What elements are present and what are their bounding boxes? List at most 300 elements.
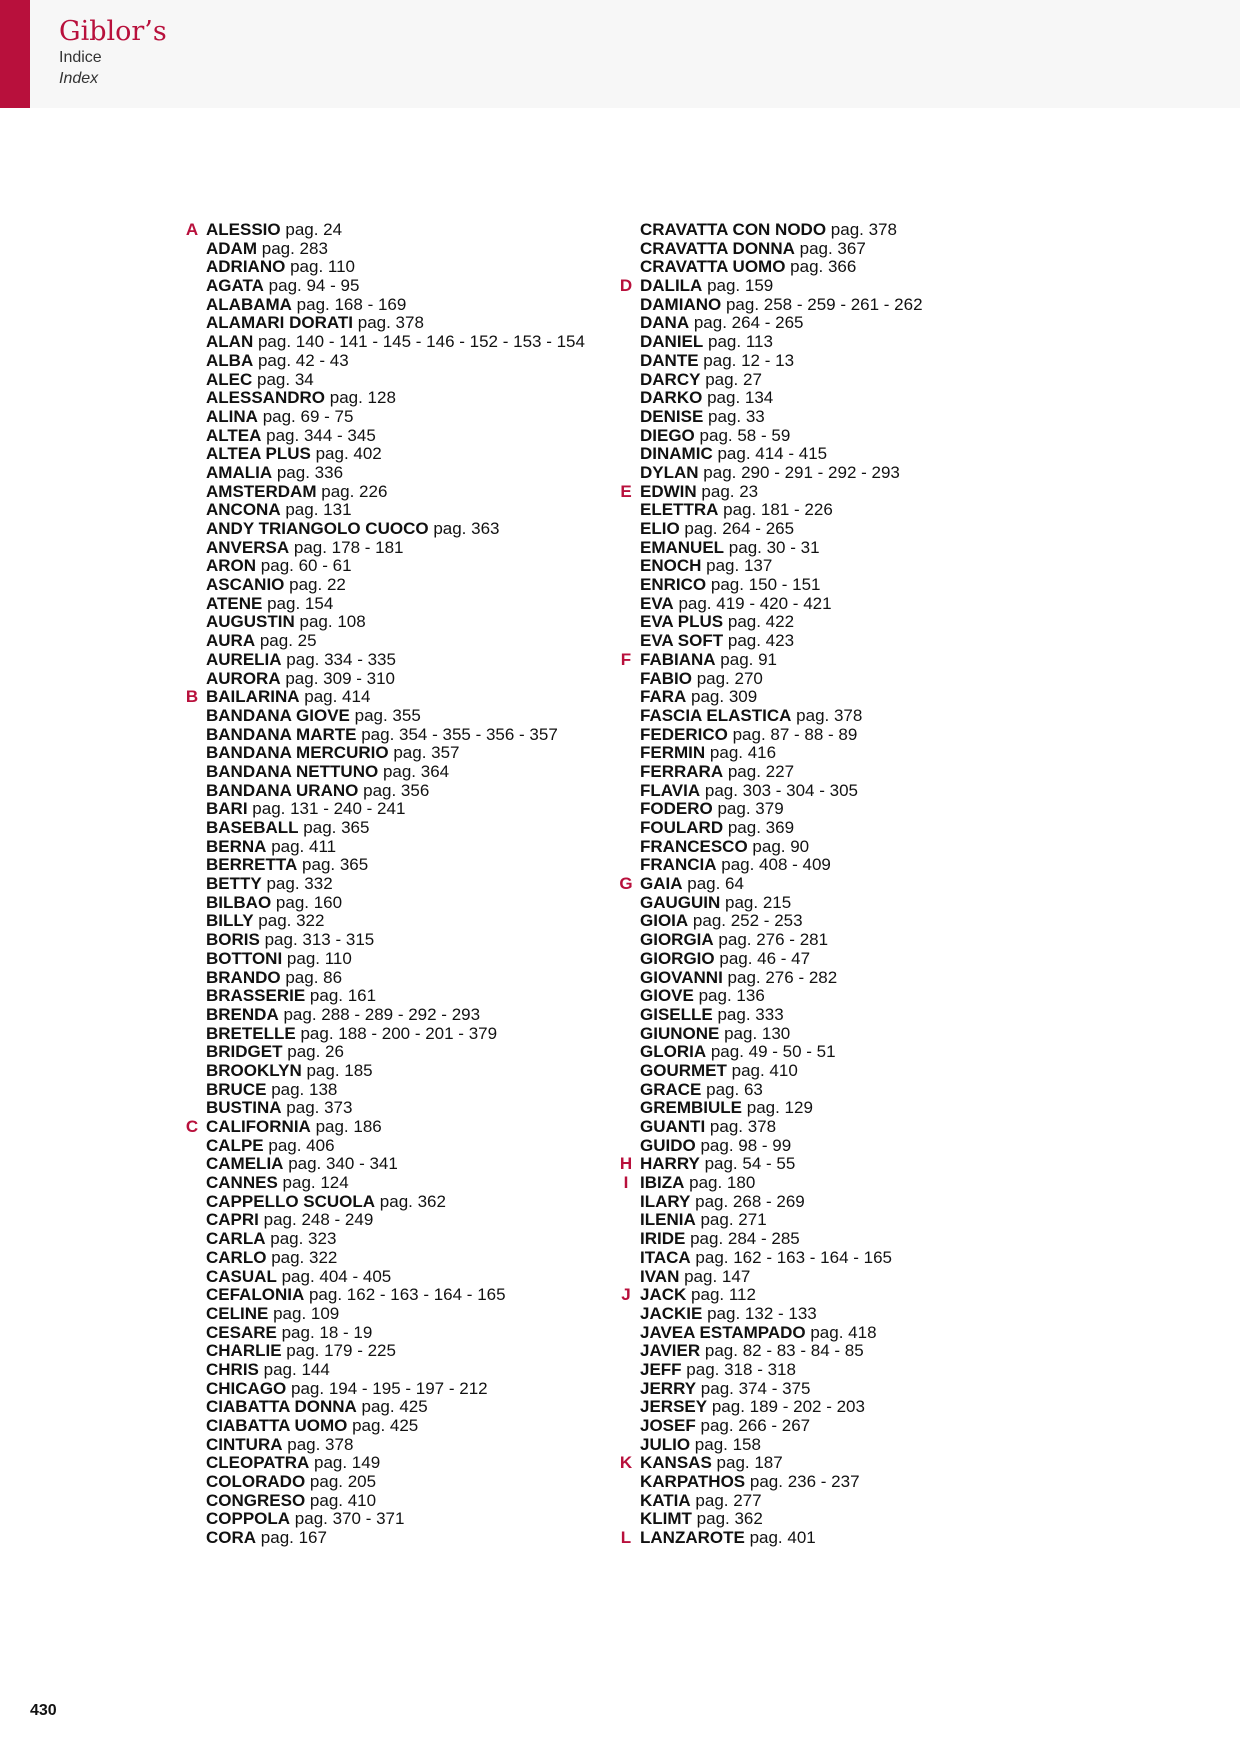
index-entry [640, 1211, 1080, 1230]
entry-name: ILENIA [640, 1210, 696, 1230]
entry-name: ALAN [206, 332, 254, 352]
entry-name: EMANUEL [640, 537, 725, 557]
entry-name: GOURMET [640, 1060, 727, 1080]
index-column-left [185, 220, 646, 1548]
entry-pages: pag. 69 - 75 [262, 406, 354, 426]
index-entry [206, 1249, 646, 1268]
index-entry [206, 539, 646, 558]
entry-pages: pag. 34 [257, 369, 314, 389]
entry-name: CASUAL [206, 1266, 277, 1286]
index-entry [640, 1510, 1080, 1529]
entry-name: AMSTERDAM [206, 481, 317, 501]
entry-pages: pag. 162 - 163 - 164 - 165 [695, 1247, 893, 1267]
index-entry [206, 819, 646, 838]
index-entry [640, 1118, 1080, 1137]
entry-name: DARKO [640, 388, 703, 408]
entry-name: CARLO [206, 1247, 267, 1267]
entry-name: BANDANA URANO [206, 780, 359, 800]
entry-name: ALABAMA [206, 294, 292, 314]
entry-name: KARPATHOS [640, 1472, 746, 1492]
entry-name: CHARLIE [206, 1341, 282, 1361]
index-letter: G [619, 874, 633, 894]
entry-pages: pag. 322 [258, 911, 325, 931]
entry-name: BRANDO [206, 967, 281, 987]
entry-pages: pag. 178 - 181 [293, 537, 404, 557]
index-entry [623, 1173, 1080, 1193]
index-entry [206, 314, 646, 333]
entry-name: AUGUSTIN [206, 612, 295, 632]
entry-name: GREMBIULE [640, 1098, 742, 1118]
entry-pages: pag. 410 [731, 1060, 798, 1080]
entry-pages: pag. 366 [790, 257, 857, 277]
entry-pages: pag. 162 - 163 - 164 - 165 [308, 1285, 506, 1305]
entry-pages: pag. 416 [709, 743, 777, 763]
entry-name: BANDANA MERCURIO [206, 743, 389, 763]
entry-name: ANCONA [206, 500, 281, 520]
index-entry [620, 1528, 1080, 1548]
index-entry [640, 1025, 1080, 1044]
index-entry [206, 670, 646, 689]
entry-name: ILARY [640, 1191, 691, 1211]
entry-pages: pag. 136 [698, 986, 765, 1006]
index-entry [206, 800, 646, 819]
entry-name: CRAVATTA UOMO [640, 257, 786, 277]
entry-name: DANA [640, 313, 690, 333]
entry-name: DINAMIC [640, 444, 713, 464]
entry-name: CARLA [206, 1229, 266, 1249]
index-entry [640, 352, 1080, 371]
index-entry [640, 1398, 1080, 1417]
entry-pages: pag. 87 - 88 - 89 [732, 724, 858, 744]
index-entry [206, 445, 646, 464]
entry-name: DANTE [640, 350, 699, 370]
entry-pages: pag. 369 [727, 818, 795, 837]
entry-name: CANNES [206, 1173, 278, 1193]
entry-pages: pag. 150 - 151 [710, 575, 821, 595]
entry-name: FODERO [640, 799, 713, 819]
entry-name: ALESSANDRO [206, 388, 326, 408]
index-entry [206, 969, 646, 988]
entry-name: JERSEY [640, 1397, 708, 1417]
entry-name: ASCANIO [206, 575, 285, 595]
entry-name: CALPE [206, 1135, 264, 1155]
entry-name: BRENDA [206, 1004, 279, 1024]
index-entry [206, 1436, 646, 1455]
entry-name: GISELLE [640, 1004, 713, 1024]
page-number: 430 [30, 1702, 57, 1719]
entry-pages: pag. 264 - 265 [684, 519, 795, 538]
index-entry [640, 595, 1080, 614]
index-entry [206, 389, 646, 408]
index-entry [640, 1062, 1080, 1081]
entry-pages: pag. 129 [746, 1098, 813, 1118]
entry-name: CLEOPATRA [206, 1453, 310, 1473]
index-entry [206, 1230, 646, 1249]
index-entry [206, 520, 646, 539]
index-entry [185, 687, 646, 707]
entry-name: GIOVANNI [640, 967, 723, 987]
entry-pages: pag. 340 - 341 [288, 1154, 398, 1174]
entry-name: CIABATTA UOMO [206, 1416, 348, 1435]
entry-name: JULIO [640, 1434, 691, 1454]
entry-name: DARCY [640, 369, 701, 389]
index-entry [206, 1006, 646, 1025]
entry-name: BAILARINA [206, 687, 300, 707]
entry-pages: pag. 355 [354, 705, 421, 725]
entry-pages: pag. 379 [717, 799, 784, 819]
index-entry [206, 1193, 646, 1212]
entry-pages: pag. 160 [275, 892, 343, 912]
index-entry [206, 1473, 646, 1492]
accent-bar [0, 0, 30, 108]
index-letter: F [620, 649, 632, 669]
index-entry [206, 1043, 646, 1062]
entry-name: CONGRESO [206, 1490, 306, 1510]
entry-name: ATENE [206, 593, 263, 613]
entry-pages: pag. 270 [696, 668, 763, 688]
index-entry [206, 258, 646, 277]
entry-name: AURA [206, 631, 256, 651]
entry-name: ARON [206, 556, 257, 576]
index-entry [185, 1117, 646, 1137]
entry-pages: pag. 410 [309, 1490, 377, 1510]
entry-pages: pag. 108 [299, 612, 366, 632]
index-entry [640, 389, 1080, 408]
entry-pages: pag. 268 - 269 [695, 1191, 805, 1211]
index-entry [206, 1492, 646, 1511]
entry-pages: pag. 290 - 291 - 292 - 293 [703, 462, 900, 482]
index-entry [206, 1454, 646, 1473]
entry-pages: pag. 23 [701, 481, 759, 501]
index-entry [640, 670, 1080, 689]
entry-name: AMALIA [206, 462, 273, 482]
entry-name: HARRY [640, 1154, 700, 1174]
entry-name: CHICAGO [206, 1378, 287, 1398]
entry-pages: pag. 423 [727, 631, 795, 651]
entry-pages: pag. 168 - 169 [296, 294, 407, 314]
entry-pages: pag. 86 [285, 967, 343, 987]
entry-name: ANVERSA [206, 537, 290, 557]
index-entry [640, 1305, 1080, 1324]
entry-pages: pag. 419 - 420 - 421 [678, 593, 832, 613]
index-entry [640, 950, 1080, 969]
index-entry [640, 333, 1080, 352]
index-letter: B [185, 687, 199, 707]
index-entry [620, 649, 1080, 670]
entry-name: BROOKLYN [206, 1060, 302, 1080]
entry-pages: pag. 22 [289, 575, 346, 595]
index-entry [206, 744, 646, 763]
entry-name: KLIMT [640, 1509, 692, 1529]
entry-pages: pag. 54 - 55 [704, 1154, 796, 1174]
index-entry [206, 371, 646, 390]
entry-pages: pag. 25 [259, 631, 317, 651]
entry-pages: pag. 276 - 282 [727, 967, 838, 987]
entry-name: JOSEF [640, 1416, 696, 1435]
index-entry [206, 1099, 646, 1118]
index-entry [206, 632, 646, 651]
entry-pages: pag. 425 [352, 1416, 419, 1435]
entry-name: BANDANA GIOVE [206, 705, 350, 725]
entry-pages: pag. 42 - 43 [257, 350, 349, 370]
entry-pages: pag. 362 [379, 1191, 446, 1211]
entry-name: AURELIA [206, 649, 282, 669]
entry-name: DALILA [640, 276, 703, 296]
index-entry [640, 1473, 1080, 1492]
entry-pages: pag. 60 - 61 [260, 556, 352, 576]
index-entry [206, 1529, 646, 1548]
index-entry [206, 483, 646, 502]
entry-pages: pag. 110 [286, 948, 352, 968]
entry-name: FLAVIA [640, 780, 701, 800]
index-entry [640, 632, 1080, 651]
entry-pages: pag. 378 [830, 220, 897, 239]
entry-name: ENOCH [640, 556, 702, 576]
index-entry [206, 1081, 646, 1100]
entry-name: ALTEA [206, 425, 262, 445]
entry-name: CAPRI [206, 1210, 259, 1230]
entry-pages: pag. 309 - 310 [285, 668, 395, 688]
index-entry [206, 408, 646, 427]
entry-name: ALESSIO [206, 220, 281, 239]
index-entry [206, 1268, 646, 1287]
entry-name: FRANCIA [640, 855, 717, 875]
entry-name: ADAM [206, 238, 257, 258]
entry-name: ALAMARI DORATI [206, 313, 353, 333]
entry-name: ELIO [640, 519, 680, 538]
entry-pages: pag. 336 [276, 462, 344, 482]
entry-name: CRAVATTA CON NODO [640, 220, 827, 239]
entry-pages: pag. 373 [286, 1098, 353, 1118]
index-entry [206, 763, 646, 782]
index-entry [640, 520, 1080, 539]
entry-name: GLORIA [640, 1042, 707, 1062]
entry-name: CESARE [206, 1322, 277, 1342]
index-entry [640, 1099, 1080, 1118]
entry-name: JACK [640, 1285, 687, 1305]
entry-name: GAIA [640, 874, 683, 894]
index-entry [206, 1305, 646, 1324]
entry-pages: pag. 332 [266, 874, 333, 894]
entry-name: GIORGIA [640, 930, 714, 950]
entry-name: IBIZA [640, 1173, 685, 1193]
entry-pages: pag. 365 [302, 855, 369, 875]
entry-pages: pag. 288 - 289 - 292 - 293 [283, 1004, 481, 1024]
index-entry [206, 838, 646, 857]
entry-name: JERRY [640, 1378, 697, 1398]
entry-pages: pag. 248 - 249 [263, 1210, 374, 1230]
index-entry [206, 1211, 646, 1230]
entry-pages: pag. 24 [285, 220, 343, 239]
index-letter: H [619, 1154, 633, 1174]
entry-pages: pag. 131 - 240 - 241 [252, 799, 406, 819]
entry-pages: pag. 266 - 267 [700, 1416, 811, 1435]
index-entry [640, 501, 1080, 520]
index-entry [206, 333, 646, 352]
index-entry [640, 1492, 1080, 1511]
entry-pages: pag. 356 [363, 780, 430, 800]
index-entry [206, 1062, 646, 1081]
entry-pages: pag. 318 - 318 [686, 1359, 796, 1379]
entry-pages: pag. 226 [321, 481, 388, 501]
entry-name: COPPOLA [206, 1509, 291, 1529]
entry-pages: pag. 90 [752, 836, 810, 856]
entry-name: CRAVATTA DONNA [640, 238, 795, 258]
index-entry [620, 481, 1080, 502]
entry-name: JACKIE [640, 1303, 703, 1323]
entry-name: BERRETTA [206, 855, 298, 875]
entry-name: FARA [640, 687, 687, 707]
index-entry [640, 221, 1080, 240]
entry-name: JAVEA ESTAMPADO [640, 1322, 806, 1342]
entry-name: GRACE [640, 1079, 702, 1099]
entry-pages: pag. 26 [287, 1042, 344, 1062]
index-letter: L [620, 1528, 632, 1548]
entry-pages: pag. 187 [716, 1453, 783, 1473]
index-entry [640, 1006, 1080, 1025]
index-entry [206, 613, 646, 632]
entry-pages: pag. 227 [727, 761, 795, 781]
entry-name: CELINE [206, 1303, 269, 1323]
index-entry [206, 464, 646, 483]
entry-pages: pag. 367 [799, 238, 866, 258]
index-entry [640, 987, 1080, 1006]
entry-name: AGATA [206, 276, 264, 296]
entry-name: CEFALONIA [206, 1285, 305, 1305]
index-letter: A [185, 220, 199, 239]
entry-pages: pag. 159 [707, 276, 774, 296]
index-entry [640, 763, 1080, 782]
entry-name: BOTTONI [206, 948, 283, 968]
index-entry [206, 501, 646, 520]
entry-pages: pag. 378 [287, 1434, 354, 1454]
entry-pages: pag. 258 - 259 - 261 - 262 [725, 294, 923, 314]
index-entry [640, 296, 1080, 315]
entry-name: BETTY [206, 874, 262, 894]
brand-title: Giblor’s [59, 16, 167, 47]
index-entry [640, 1436, 1080, 1455]
index-entry [640, 894, 1080, 913]
section-title-italian: Indice [59, 49, 102, 66]
entry-pages: pag. 378 [709, 1117, 777, 1136]
entry-name: BARI [206, 799, 248, 819]
entry-name: COLORADO [206, 1472, 306, 1492]
entry-pages: pag. 364 [382, 761, 450, 781]
index-entry [640, 557, 1080, 576]
entry-name: GIOIA [640, 911, 689, 931]
entry-pages: pag. 370 - 371 [294, 1509, 405, 1529]
index-entry [640, 258, 1080, 277]
index-entry [206, 1380, 646, 1399]
entry-pages: pag. 362 [696, 1509, 763, 1529]
index-entry [640, 1417, 1080, 1436]
index-entry [640, 1342, 1080, 1361]
entry-name: JEFF [640, 1359, 682, 1379]
index-entry [640, 1230, 1080, 1249]
index-entry [206, 1398, 646, 1417]
entry-pages: pag. 252 - 253 [692, 911, 803, 931]
entry-pages: pag. 138 [271, 1079, 338, 1099]
index-entry [640, 240, 1080, 259]
index-entry [640, 539, 1080, 558]
entry-name: EDWIN [640, 481, 697, 501]
index-entry [619, 874, 1080, 894]
index-entry [206, 240, 646, 259]
entry-name: BRUCE [206, 1079, 267, 1099]
entry-name: BILBAO [206, 892, 272, 912]
index-entry [206, 557, 646, 576]
entry-pages: pag. 236 - 237 [749, 1472, 860, 1492]
index-column-right [619, 220, 1080, 1548]
entry-name: BRASSERIE [206, 986, 306, 1006]
entry-pages: pag. 110 [290, 257, 355, 277]
entry-pages: pag. 378 [357, 313, 424, 333]
index-entry [640, 427, 1080, 446]
index-entry [640, 969, 1080, 988]
index-entry [619, 1453, 1080, 1473]
entry-name: ITACA [640, 1247, 691, 1267]
entry-name: FASCIA ELASTICA [640, 705, 792, 725]
index-letter: C [185, 1117, 199, 1136]
entry-name: BRETELLE [206, 1023, 296, 1043]
entry-pages: pag. 112 [691, 1285, 756, 1305]
index-letter: I [623, 1173, 629, 1193]
entry-name: ALEC [206, 369, 253, 389]
index-entry [206, 595, 646, 614]
entry-pages: pag. 124 [282, 1173, 349, 1193]
entry-pages: pag. 12 - 13 [703, 350, 795, 370]
entry-name: IRIDE [640, 1229, 686, 1249]
index-entry [640, 819, 1080, 838]
index-entry [640, 912, 1080, 931]
entry-pages: pag. 179 - 225 [286, 1341, 396, 1361]
index-entry [206, 1417, 646, 1436]
entry-name: BORIS [206, 930, 260, 950]
entry-name: ENRICO [640, 575, 707, 595]
index-entry [619, 276, 1080, 296]
entry-pages: pag. 94 - 95 [268, 276, 360, 296]
entry-name: JAVIER [640, 1341, 701, 1361]
index-entry [206, 1155, 646, 1174]
entry-pages: pag. 323 [270, 1229, 337, 1249]
index-entry [206, 1510, 646, 1529]
section-title-english: Index [59, 70, 99, 87]
entry-pages: pag. 27 [705, 369, 762, 389]
entry-pages: pag. 158 [694, 1434, 761, 1454]
index-entry [640, 688, 1080, 707]
entry-pages: pag. 363 [433, 519, 500, 538]
index-entry [206, 987, 646, 1006]
entry-pages: pag. 98 - 99 [700, 1135, 792, 1155]
entry-name: KANSAS [640, 1453, 712, 1473]
entry-pages: pag. 357 [393, 743, 460, 763]
index-entry [206, 296, 646, 315]
index-entry [206, 856, 646, 875]
entry-pages: pag. 18 - 19 [281, 1322, 373, 1342]
entry-pages: pag. 418 [810, 1322, 877, 1342]
entry-pages: pag. 188 - 200 - 201 - 379 [300, 1023, 498, 1043]
entry-name: GIOVE [640, 986, 694, 1006]
index-entry [640, 445, 1080, 464]
entry-pages: pag. 137 [706, 556, 773, 576]
entry-name: BERNA [206, 836, 267, 856]
index-entry [621, 1285, 1080, 1305]
index-entry [206, 352, 646, 371]
index-letter: K [619, 1453, 633, 1473]
entry-pages: pag. 113 [708, 332, 773, 352]
entry-name: FERMIN [640, 743, 706, 763]
entry-name: CINTURA [206, 1434, 283, 1454]
